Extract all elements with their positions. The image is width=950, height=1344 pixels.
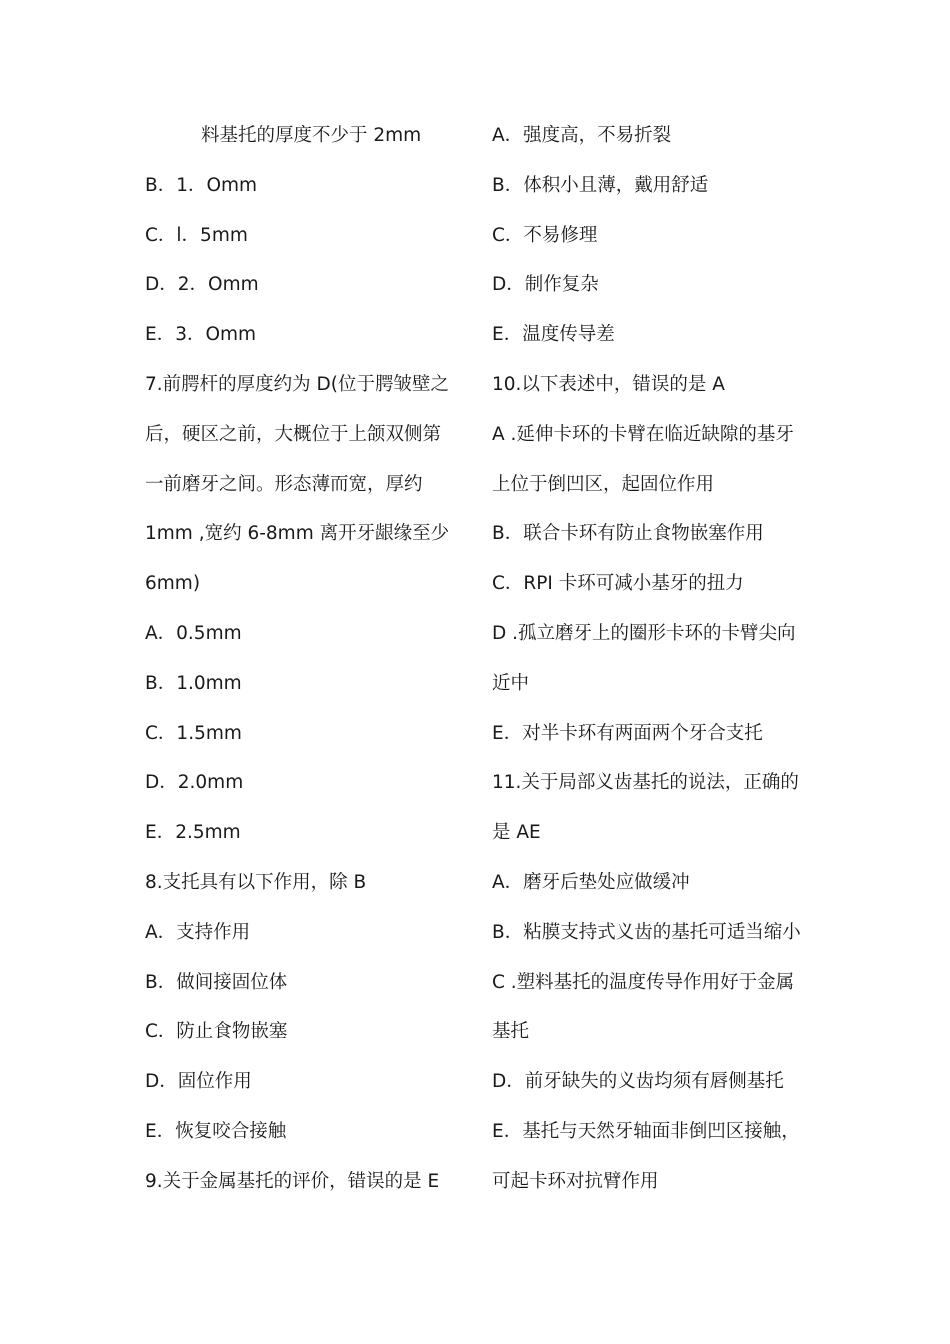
text-line: A．支持作用 <box>145 921 251 943</box>
text-line: B．做间接固位体 <box>145 971 288 993</box>
text-line: E．基托与天然牙轴面非倒凹区接触， <box>492 1120 800 1142</box>
text-line: C．l．5mm <box>145 224 248 246</box>
text-line: 6mm) <box>145 573 201 595</box>
text-line: D．2.0mm <box>145 772 244 794</box>
text-line: 近中 <box>492 672 530 694</box>
text-line: C．不易修理 <box>492 224 598 246</box>
question-8-line: 8.支托具有以下作用，除 B <box>145 871 367 893</box>
question-11-line: 11.关于局部义齿基托的说法，正确的 <box>492 772 799 794</box>
text-line: E．对半卡环有两面两个牙合支托 <box>492 722 763 744</box>
text-line: E．温度传导差 <box>492 324 615 346</box>
question-9-line: 9.关于金属基托的评价，错误的是 E <box>145 1170 440 1192</box>
text-line: D .孤立磨牙上的圈形卡环的卡臂尖向 <box>492 622 796 644</box>
text-line: 上位于倒凹区，起固位作用 <box>492 473 715 495</box>
text-line: A .延伸卡环的卡臂在临近缺隙的基牙 <box>492 423 794 445</box>
left-column <box>145 111 470 1207</box>
text-line: 后，硬区之前，大概位于上颌双侧第 <box>145 423 442 445</box>
text-line: 基托 <box>492 1021 530 1043</box>
text-line: E．2.5mm <box>145 822 241 844</box>
text-line: A．强度高，不易折裂 <box>492 125 672 146</box>
text-line: B．体积小且薄，戴用舒适 <box>492 174 709 196</box>
question-7-line: 7.前腭杆的厚度约为 D(位于腭皱壁之 <box>145 373 449 395</box>
right-column <box>492 111 822 1207</box>
text-line: 一前磨牙之间。形态薄而宽，厚约 <box>145 473 423 495</box>
text-line: B．联合卡环有防止食物嵌塞作用 <box>492 523 764 545</box>
question-10-line: 10.以下表述中，错误的是 A <box>492 373 725 395</box>
text-line: D．2．Omm <box>145 274 259 296</box>
text-line: 可起卡环对抗臂作用 <box>492 1170 659 1192</box>
text-line: B．1.0mm <box>145 672 242 694</box>
text-line: B．粘膜支持式义齿的基托可适当缩小 <box>492 921 801 943</box>
text-line: B．1．Omm <box>145 174 258 196</box>
text-line: A．磨牙后垫处应做缓冲 <box>492 871 690 893</box>
text-line: E．3．Omm <box>145 324 257 346</box>
text-line: C．1.5mm <box>145 722 242 744</box>
text-line: D．制作复杂 <box>492 274 599 296</box>
text-line: C．防止食物嵌塞 <box>145 1021 288 1043</box>
text-line: 料基托的厚度不少于 2mm <box>201 125 422 146</box>
text-line: D．前牙缺失的义齿均须有唇侧基托 <box>492 1071 784 1093</box>
text-line: A．0.5mm <box>145 622 242 644</box>
text-line: C .塑料基托的温度传导作用好于金属 <box>492 971 795 993</box>
text-line: E．恢复咬合接触 <box>145 1120 287 1142</box>
text-line: C．RPI 卡环可减小基牙的扭力 <box>492 573 744 595</box>
text-line: 1mm ,宽约 6-8mm 离开牙龈缘至少 <box>145 523 450 545</box>
text-line: 是 AE <box>492 822 541 844</box>
text-line: D．固位作用 <box>145 1071 252 1093</box>
